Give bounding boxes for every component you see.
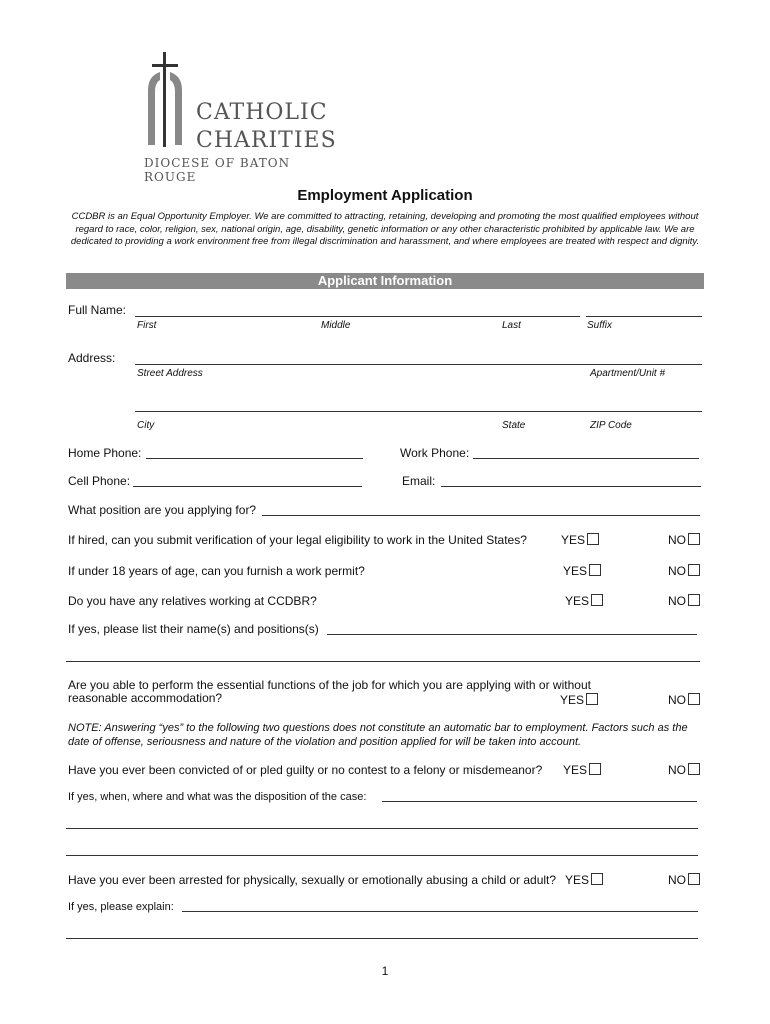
yes-label: YES	[563, 763, 588, 777]
no-label: NO	[668, 873, 686, 887]
suffix-field[interactable]	[586, 316, 702, 317]
full-name-label: Full Name:	[68, 303, 127, 317]
middle-caption: Middle	[321, 320, 351, 331]
work-phone-field[interactable]	[473, 458, 699, 459]
relatives-followup-label: If yes, please list their name(s) and positions(s)	[68, 622, 319, 636]
conviction-field-2[interactable]	[66, 828, 698, 829]
suffix-caption: Suffix	[587, 320, 613, 331]
logo-line-3: DIOCESE OF BATON ROUGE	[144, 156, 291, 184]
yes-label: YES	[563, 564, 588, 578]
checkbox[interactable]	[587, 533, 599, 545]
checkbox[interactable]	[589, 763, 601, 775]
checkbox[interactable]	[688, 594, 700, 606]
q4-yes[interactable]	[560, 693, 598, 707]
q6-no[interactable]	[668, 873, 700, 887]
page-title: Employment Application	[297, 187, 473, 204]
question-relatives: Do you have any relatives working at CCDBR?	[68, 594, 317, 608]
apt-caption: Apartment/Unit #	[590, 368, 666, 379]
checkbox[interactable]	[589, 564, 601, 576]
logo-line-2: CHARITIES	[196, 128, 337, 153]
first-caption: First	[137, 320, 157, 331]
abuse-explain-field[interactable]	[182, 911, 698, 912]
q1-yes[interactable]	[561, 533, 599, 547]
note-text: NOTE: Answering “yes” to the following two questions does not constitute an automatic bar to employment. Factors such as the date of offense, seriousness and nature of the violation and position applied for will be taken into account.	[68, 722, 688, 748]
zip-caption: ZIP Code	[590, 420, 632, 431]
logo-line-1: CATHOLIC	[196, 100, 328, 125]
cell-phone-field[interactable]	[133, 486, 362, 487]
q6-yes[interactable]	[565, 873, 603, 887]
no-label: NO	[668, 693, 686, 707]
q5-no[interactable]	[668, 763, 700, 777]
logo	[140, 50, 337, 184]
address-label: Address:	[68, 351, 116, 365]
page-number: 1	[381, 964, 389, 978]
conviction-field-3[interactable]	[66, 855, 698, 856]
street-address-field[interactable]	[135, 364, 702, 365]
street-caption: Street Address	[137, 368, 203, 379]
yes-label: YES	[561, 533, 586, 547]
cross-chapel-icon	[140, 50, 190, 150]
checkbox[interactable]	[688, 693, 700, 705]
question-work-permit: If under 18 years of age, can you furnish a work permit?	[68, 564, 365, 578]
checkbox[interactable]	[586, 693, 598, 705]
no-label: NO	[668, 564, 686, 578]
no-label: NO	[668, 594, 686, 608]
section-header	[66, 273, 704, 289]
checkbox[interactable]	[688, 564, 700, 576]
q5-yes[interactable]	[563, 763, 601, 777]
checkbox[interactable]	[688, 533, 700, 545]
email-field[interactable]	[441, 486, 701, 487]
q4-no[interactable]	[668, 693, 700, 707]
question-abuse-arrest: Have you ever been arrested for physically, sexually or emotionally abusing a child or adult?	[68, 873, 557, 887]
checkbox[interactable]	[591, 873, 603, 885]
no-label: NO	[668, 533, 686, 547]
work-phone-label: Work Phone:	[400, 446, 470, 460]
question-essential-functions: Are you able to perform the essential functions of the job for which you are applying with or without reasonable accommodation?	[68, 678, 591, 705]
no-label: NO	[668, 763, 686, 777]
abuse-followup-label: If yes, please explain:	[68, 901, 174, 913]
cell-phone-label: Cell Phone:	[68, 474, 131, 488]
last-caption: Last	[502, 320, 521, 331]
question-eligibility: If hired, can you submit verification of your legal eligibility to work in the United States?	[68, 533, 527, 547]
state-caption: State	[502, 420, 526, 431]
conviction-field[interactable]	[382, 801, 697, 802]
position-label: What position are you applying for?	[68, 503, 257, 517]
checkbox[interactable]	[591, 594, 603, 606]
abuse-explain-field-2[interactable]	[66, 938, 698, 939]
section-header-label: Applicant Information	[317, 273, 453, 288]
checkbox[interactable]	[688, 873, 700, 885]
home-phone-label: Home Phone:	[68, 446, 142, 460]
full-name-field[interactable]	[135, 316, 580, 317]
relatives-field-2[interactable]	[66, 661, 700, 662]
q2-no[interactable]	[668, 564, 700, 578]
q1-no[interactable]	[668, 533, 700, 547]
question-conviction: Have you ever been convicted of or pled guilty or no contest to a felony or misdemeanor?	[68, 763, 543, 777]
position-field[interactable]	[262, 515, 700, 516]
city-caption: City	[137, 420, 155, 431]
q2-yes[interactable]	[563, 564, 601, 578]
home-phone-field[interactable]	[146, 458, 363, 459]
relatives-field[interactable]	[327, 634, 697, 635]
yes-label: YES	[565, 873, 590, 887]
conviction-followup-label: If yes, when, where and what was the disposition of the case:	[68, 791, 367, 803]
eeo-statement: CCDBR is an Equal Opportunity Employer. We are committed to attracting, retaining, developing and promoting the most qualified employees without regard to race, color, religion, sex, national origin, age, disability, genetic information or any other characteristic prohibited by applicable law. We are dedicated to providing a work environment free from illegal discrimination and harassment, and where employees are treated with respect and dignity.	[70, 211, 700, 247]
checkbox[interactable]	[688, 763, 700, 775]
yes-label: YES	[565, 594, 590, 608]
q3-no[interactable]	[668, 594, 700, 608]
email-label: Email:	[402, 474, 436, 488]
yes-label: YES	[560, 693, 585, 707]
city-state-zip-field[interactable]	[135, 411, 702, 412]
q3-yes[interactable]	[565, 594, 603, 608]
